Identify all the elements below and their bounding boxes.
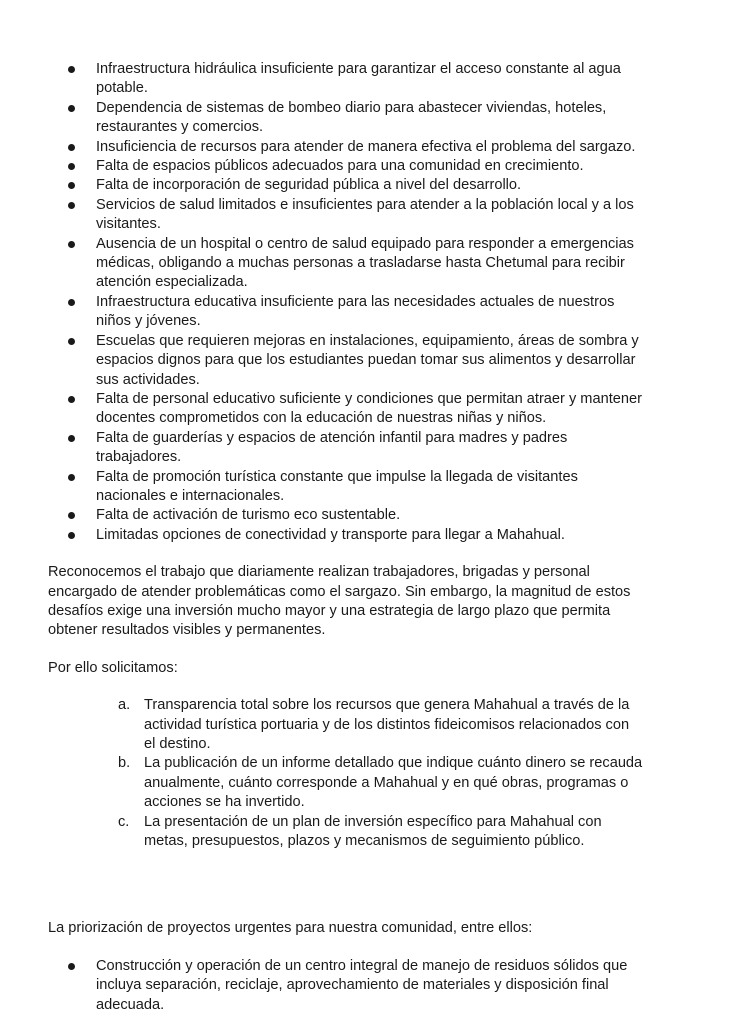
list-item [96, 468, 643, 507]
list-item-text: Falta de espacios públicos adecuados para una comunidad en crecimiento. [96, 158, 584, 175]
bullet-icon [68, 202, 75, 209]
bullet-icon [68, 66, 75, 73]
projects-list [48, 957, 643, 1015]
list-marker: c. [118, 813, 130, 830]
list-item [96, 196, 643, 235]
list-item-text: Infraestructura educativa insuficiente para las necesidades actuales de nuestros niños y jóvenes. [96, 293, 615, 330]
list-item-text: Infraestructura hidráulica insuficiente para garantizar el acceso constante al agua potable. [96, 61, 621, 97]
list-item [96, 957, 643, 1015]
bullet-icon [68, 299, 75, 306]
list-item-text: Escuelas que requieren mejoras en instalaciones, equipamiento, áreas de sombra y espacios dignos para que los estudiantes puedan tomar sus alimentos y desarrollar sus actividades. [96, 332, 639, 388]
bullet-icon [68, 532, 75, 539]
problems-list [48, 60, 643, 545]
bullet-icon [68, 512, 75, 519]
list-item-text: Falta de personal educativo suficiente y condiciones que permitan atraer y mantener docentes comprometidos con la educación de nuestras niñas y niños. [96, 390, 642, 427]
list-marker: b. [118, 755, 131, 772]
list-item [96, 157, 643, 176]
list-item-text: Insuficiencia de recursos para atender de manera efectiva el problema del sargazo. [96, 138, 636, 155]
list-item [118, 754, 643, 812]
bullet-icon [68, 396, 75, 403]
list-item [96, 429, 643, 468]
list-item [96, 332, 643, 390]
request-intro: Por ello solicitamos: [48, 659, 178, 676]
list-item-text: Falta de activación de turismo eco sustentable. [96, 507, 401, 524]
list-item-text: Limitadas opciones de conectividad y transporte para llegar a Mahahual. [96, 526, 565, 543]
list-item-text: Falta de promoción turística constante que impulse la llegada de visitantes nacionales e internacionales. [96, 468, 578, 504]
list-item [96, 506, 643, 525]
list-item-text: La presentación de un plan de inversión específico para Mahahual con metas, presupuestos, plazos y mecanismos de seguimiento público. [144, 813, 602, 850]
list-item-text: Construcción y operación de un centro integral de manejo de residuos sólidos que incluya separación, reciclaje, aprovechamiento de materiales y disposición final adecuada. [96, 957, 628, 1013]
bullet-icon [68, 105, 75, 112]
list-item [96, 176, 643, 195]
list-item-text: Dependencia de sistemas de bombeo diario para abastecer viviendas, hoteles, restaurantes y comercios. [96, 99, 607, 136]
list-item [96, 99, 643, 138]
list-item [96, 138, 643, 157]
bullet-icon [68, 144, 75, 151]
list-item-text: Servicios de salud limitados e insuficientes para atender a la población local y a los visitantes. [96, 196, 634, 233]
bullet-icon [68, 163, 75, 170]
list-item [118, 696, 643, 754]
bullet-icon [68, 963, 75, 970]
bullet-icon [68, 338, 75, 345]
bullet-icon [68, 241, 75, 248]
bullet-icon [68, 182, 75, 189]
list-item-text: Falta de incorporación de seguridad pública a nivel del desarrollo. [96, 177, 522, 194]
priorities-intro: La priorización de proyectos urgentes para nuestra comunidad, entre ellos: [48, 920, 533, 937]
list-item [96, 390, 643, 429]
requests-list [48, 696, 643, 851]
acknowledgement-paragraph: Reconocemos el trabajo que diariamente realizan trabajadores, brigadas y personal encargado de atender problemáticas como el sargazo. Sin embargo, la magnitud de estos desafíos exige una inversión mucho mayor y una estrategia de largo plazo que permita obtener resultados visibles y permanentes. [48, 564, 631, 639]
bullet-icon [68, 435, 75, 442]
list-item [96, 60, 643, 99]
bullet-icon [68, 474, 75, 481]
list-item-text: Transparencia total sobre los recursos que genera Mahahual a través de la actividad turística portuaria y de los distintos fideicomisos relacionados con el destino. [144, 697, 630, 752]
list-item [118, 813, 643, 852]
list-item [96, 235, 643, 293]
list-item [96, 526, 643, 545]
list-item-text: Falta de guarderías y espacios de atención infantil para madres y padres trabajadores. [96, 429, 568, 466]
list-item [96, 293, 643, 332]
list-marker: a. [118, 697, 131, 714]
list-item-text: Ausencia de un hospital o centro de salud equipado para responder a emergencias médicas, obligando a muchas personas a trasladarse hasta Chetumal para recibir atención especializada. [96, 235, 634, 291]
list-item-text: La publicación de un informe detallado que indique cuánto dinero se recauda anualmente, cuánto corresponde a Mahahual y en qué obras, programas o acciones se ha invertido. [144, 755, 643, 811]
